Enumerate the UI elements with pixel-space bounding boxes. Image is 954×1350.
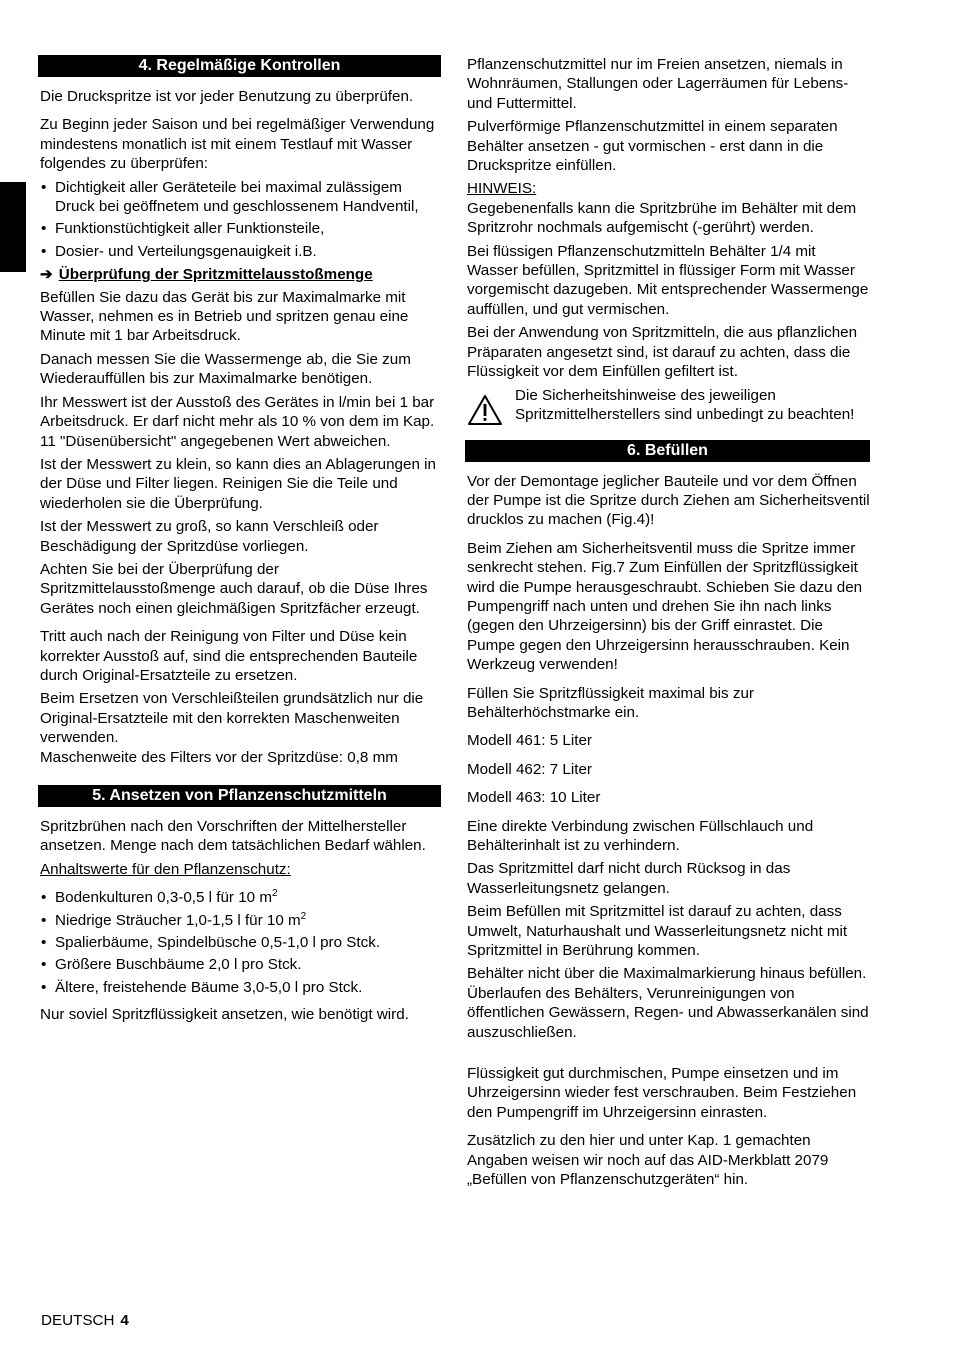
safety-warning [465, 386, 870, 426]
list-item-text: Bodenkulturen 0,3-0,5 l für 10 m [55, 889, 272, 907]
footer-language: DEUTSCH [41, 1312, 115, 1329]
paragraph: Danach messen Sie die Wassermenge ab, die Sie zum Wiederauffüllen bis zur Maximalmarke benötigen. [40, 350, 411, 388]
dosage-list [38, 888, 441, 997]
paragraph: Vor der Demontage jeglicher Bauteile und vor dem Öffnen der Pumpe ist die Spritze durch Ziehen am Sicherheitsventil drucklos zu machen (Fig.4)! [467, 472, 870, 529]
warning-triangle-icon [467, 394, 503, 426]
paragraph: Füllen Sie Spritzflüssigkeit maximal bis zur Behälterhöchstmarke ein. [467, 684, 754, 721]
hinweis-label-line [465, 179, 870, 198]
list-item: • Spalierbäume, Spindelbüsche 0,5-1,0 l pro Stck. [38, 933, 441, 952]
paragraph: Pulverförmige Pflanzenschutzmittel in einem separaten Behälter ansetzen - gut vormischen - erst dann in die Druckspritze einfüllen. [467, 118, 838, 175]
paragraph: Maschenweite des Filters vor der Spritzdüse: 0,8 mm [40, 748, 398, 766]
underlined-label: Anhaltswerte für den Pflanzenschutz: [40, 860, 291, 878]
list-item: • Dichtigkeit aller Geräteteile bei maximal zulässigem Druck bei geöffnetem und geschlossenem Handventil, [38, 178, 441, 217]
superscript: 2 [300, 910, 307, 922]
section-4-heading: 4. Regelmäßige Kontrollen [38, 55, 441, 77]
list-item [38, 911, 441, 930]
paragraph: Beim Befüllen mit Spritzmittel ist darauf zu achten, dass Umwelt, Naturhaushalt und Wasserleitungsnetz nicht mit Spritzmittel in Berührung kommen. [467, 903, 848, 960]
superscript: 2 [271, 888, 278, 900]
paragraph: Zu Beginn jeder Saison und bei regelmäßiger Verwendung mindestens monatlich ist mit einem Testlauf mit Wasser folgendes zu überprüfen: [40, 116, 435, 173]
paragraph: Ihr Messwert ist der Ausstoß des Gerätes in l/min bei 1 bar Arbeitsdruck. Er darf nicht mehr als 10 % von dem im Kap. 11 "Düsenübersicht" angegebenen Wert abweichen. [40, 393, 435, 450]
model-capacity: Modell 463: 10 Liter [467, 789, 601, 807]
paragraph: Die Druckspritze ist vor jeder Benutzung zu überprüfen. [40, 88, 414, 105]
paragraph: Achten Sie bei der Überprüfung der Spritzmittelausstoßmenge auch darauf, ob die Düse Ihres Gerätes noch einen gleichmäßigen Spritzfächer erzeugt. [40, 560, 428, 617]
hinweis-label: HINWEIS: [467, 180, 537, 198]
page-footer [41, 1311, 129, 1330]
paragraph: Behälter nicht über die Maximalmarkierung hinaus befüllen. Überlaufen des Behälters, Verunreinigungen von öffentlichen Gewässern, Regen- und Abwasserkanälen sind auszuschließen. [467, 965, 869, 1041]
section-5-heading: 5. Ansetzen von Pflanzenschutzmitteln [38, 785, 441, 807]
check-list [38, 178, 441, 262]
paragraph: Tritt auch nach der Reinigung von Filter und Düse kein korrekter Ausstoß auf, sind die entsprechenden Bauteile durch Original-Ersatzteile zu ersetzen. [40, 628, 418, 684]
paragraph: Zusätzlich zu den hier und unter Kap. 1 gemachten Angaben weisen wir noch auf das AID-Merkblatt 2079 „Befüllen von Pflanzenschutzgeräten“ hin. [467, 1132, 829, 1189]
paragraph: Beim Ersetzen von Verschleißteilen grundsätzlich nur die Original-Ersatzteile mit den korrekten Maschenweiten verwenden. [40, 690, 424, 747]
list-item-text: Niedrige Sträucher 1,0-1,5 l für 10 m [55, 911, 301, 929]
list-item: • Funktionstüchtigkeit aller Funktionsteile, [38, 219, 441, 238]
paragraph: Eine direkte Verbindung zwischen Füllschlauch und Behälterinhalt ist zu verhindern. [467, 817, 814, 854]
paragraph: Nur soviel Spritzflüssigkeit ansetzen, wie benötigt wird. [40, 1006, 409, 1024]
model-capacity: Modell 462: 7 Liter [467, 760, 592, 778]
right-column [465, 55, 870, 1194]
paragraph: Flüssigkeit gut durchmischen, Pumpe einsetzen und im Uhrzeigersinn wieder fest verschrauben. Beim Festziehen den Pumpengriff im Uhrzeigersinn einrasten. [467, 1065, 857, 1121]
list-item: • Ältere, freistehende Bäume 3,0-5,0 l pro Stck. [38, 978, 441, 997]
page-number: 4 [120, 1312, 129, 1329]
subheading-text: Überprüfung der Spritzmittelausstoßmenge [58, 266, 373, 284]
paragraph: Pflanzenschutzmittel nur im Freien ansetzen, niemals in Wohnräumen, Stallungen oder Lagerräumen für Lebens- und Futtermittel. [467, 56, 849, 112]
section-6-heading: 6. Befüllen [465, 440, 870, 462]
arrow-right-icon: ➔ [40, 266, 53, 284]
paragraph: Das Spritzmittel darf nicht durch Rücksog in das Wasserleitungsnetz gelangen. [467, 860, 791, 897]
paragraph: Ist der Messwert zu groß, so kann Verschleiß oder Beschädigung der Spritzdüse vorliegen. [40, 518, 379, 555]
paragraph: Gegebenenfalls kann die Spritzbrühe im Behälter mit dem Spritzrohr nochmals aufgemischt (-gerührt) werden. [467, 199, 857, 237]
paragraph: Befüllen Sie dazu das Gerät bis zur Maximalmarke mit Wasser, nehmen es in Betrieb und spritzen genau eine Minute mit 1 bar Arbeitsdruck. [40, 288, 409, 345]
paragraph: Beim Ziehen am Sicherheitsventil muss die Spritze immer senkrecht stehen. Fig.7 Zum Einfüllen der Spritzflüssigkeit wird die Pumpe herausgeschraubt. Schieben Sie dazu den Pumpengriff nach unten und drehen Sie ihn nach links (gegen den Uhrzeigersinn) bis der Griff einrastet. Die Pumpe gegen den Uhrzeigersinn herausschrauben. Kein Werkzeug verwenden! [467, 539, 863, 674]
subheading [38, 265, 441, 284]
paragraph: Ist der Messwert zu klein, so kann dies an Ablagerungen in der Düse und Filter liegen. Reinigen Sie die Teile und wiederholen sie die Überprüfung. [40, 455, 436, 512]
model-capacity: Modell 461: 5 Liter [467, 732, 592, 750]
list-item: • Größere Buschbäume 2,0 l pro Stck. [38, 955, 441, 974]
warning-text: Die Sicherheitshinweise des jeweiligen Spritzmittelherstellers sind unbedingt zu beachten! [515, 386, 855, 423]
paragraph: Bei der Anwendung von Spritzmitteln, die aus pflanzlichen Präparaten angesetzt sind, ist darauf zu achten, dass die Flüssigkeit vor dem Einfüllen gefiltert ist. [467, 324, 858, 381]
paragraph [38, 860, 441, 879]
list-item [38, 888, 441, 907]
left-column [38, 55, 441, 1029]
paragraph: Spritzbrühen nach den Vorschriften der Mittelhersteller ansetzen. Menge nach dem tatsächlichen Bedarf wählen. [40, 818, 426, 855]
list-item: • Dosier- und Verteilungsgenauigkeit i.B. [38, 242, 441, 261]
paragraph: Bei flüssigen Pflanzenschutzmitteln Behälter 1/4 mit Wasser befüllen, Spritzmittel in flüssiger Form mit Wasser vorgemischt dazugeben. Mit entsprechender Wassermenge auffüllen, und gut vermischen. [467, 242, 869, 318]
language-tab-marker [0, 182, 26, 272]
